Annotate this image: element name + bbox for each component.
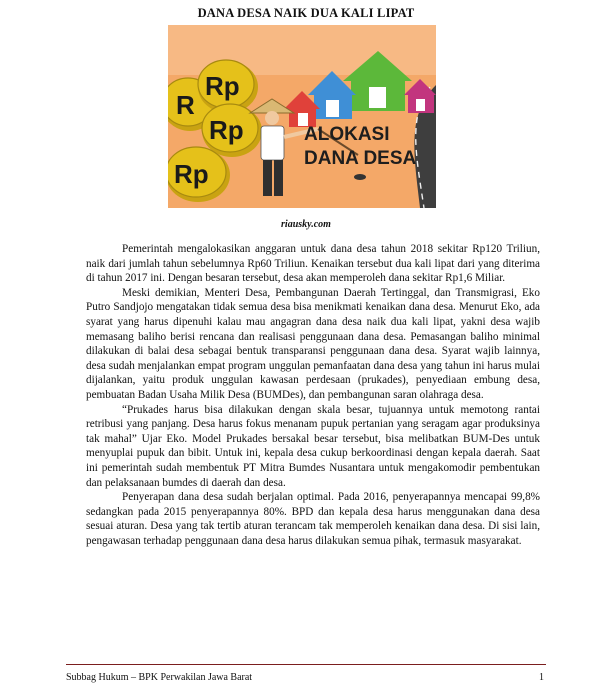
coin-label-3: Rp [209, 115, 244, 145]
coin-label-1: R [176, 90, 195, 120]
banner-line-1: ALOKASI [304, 124, 390, 145]
coin-label-2: Rp [205, 71, 240, 101]
paragraph-4: Penyerapan dana desa sudah berjalan optimal. Pada 2016, penyerapannya mencapai 99,8% sedangkan pada 2015 penyerapannya 80%. BPD dan kepala desa harus menggunakan dana desa sesuai aturan. Desa yang tak tertib aturan terancam tak memperoleh kenaikan dana desa. Di sisi lain, pengawasan terhadap penggunaan dana desa harus dilakukan semua pihak, termasuk masyarakat. [86, 491, 540, 547]
page-number: 1 [539, 672, 544, 683]
image-caption: riausky.com [281, 219, 331, 230]
paragraph-3: “Prukades harus bisa dilakukan dengan skala besar, tujuannya untuk memotong rantai retribusi yang panjang. Desa harus fokus menanam pupuk pertanian yang seragam agar produksinya tak mahal” Ujar Eko. Model Prukades bersakal besar tersebut, bisa melibatkan BUM-Des untuk menyuplai pupuk dan bibit. Untuk ini, kepala desa cukup berkoordinasi dengan kepala daerah. Saat ini pemerintah sudah membentuk PT Mitra Bumdes Nusantara untuk mengakomodir pembentukan dan pelaksanaan bumdes di daerah dan desa. [86, 403, 540, 489]
village-funds-illustration [168, 25, 436, 208]
document-title: DANA DESA NAIK DUA KALI LIPAT [197, 6, 415, 20]
footer-organization: Subbag Hukum – BPK Perwakilan Jawa Barat [66, 672, 253, 683]
coin-label-4: Rp [174, 159, 209, 189]
article-body [86, 242, 540, 548]
footer-divider [66, 664, 546, 665]
paragraph-2: Meski demikian, Menteri Desa, Pembangunan Daerah Tertinggal, dan Transmigrasi, Eko Putro Sandjojo mengatakan tidak semua desa bisa menikmati kenaikan dana desa. Menurut Eko, ada syarat yang harus dipenuhi kalau mau angagran dana desa naik dua kali lipat, yakni desa wajib memasang baliho berisi rencana dan realisasi penggunaan dana desa. Pemasangan baliho minimal dilakukan di balai desa sebagai bentuk transparansi penggunaan dana desa. Syarat wajib lainnya, desa sudah menjalankan empat program unggulan pemanfaatan dana desa yang tahun ini harus mulai dijalankan, yaitu produk unggulan kawasan perdesaan (prukades), penyediaan embung desa, pembuatan Badan Usaha Milik Desa (BUMDes), dan pembangunan saran olahraga desa. [86, 286, 540, 401]
banner-line-2: DANA DESA [304, 148, 417, 169]
paragraph-1: Pemerintah mengalokasikan anggaran untuk dana desa tahun 2018 sekitar Rp120 Triliun, naik dari jumlah tahun sebelumnya Rp60 Triliun. Kenaikan tersebut dua kali lipat dari yang diterima di tahun 2017 ini. Dengan besaran tersebut, desa akan memperoleh dana sekitar Rp1,6 Miliar. [86, 243, 540, 285]
